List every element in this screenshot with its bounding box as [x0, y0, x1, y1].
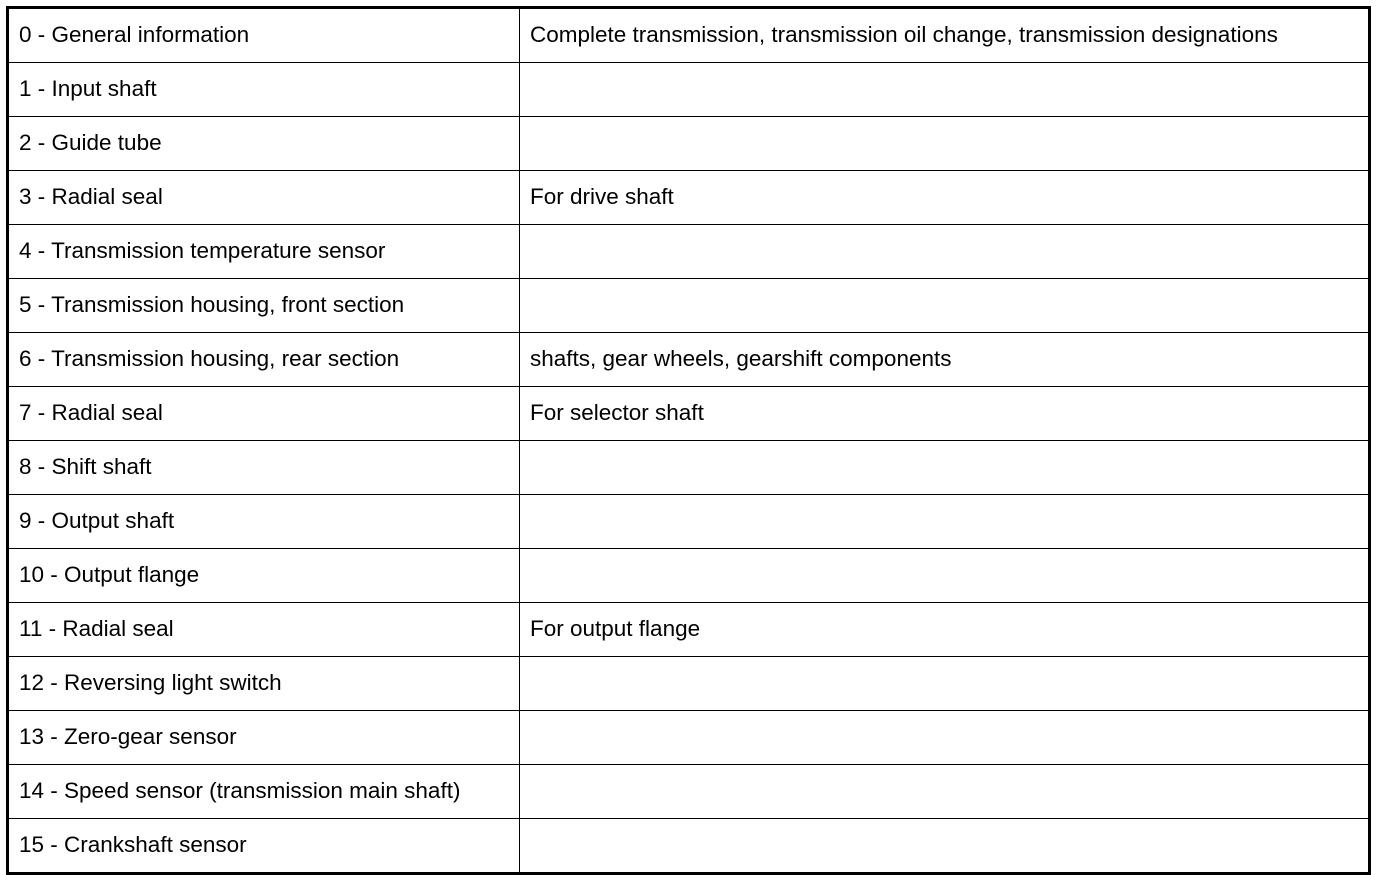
note-cell — [520, 549, 1370, 603]
note-cell — [520, 117, 1370, 171]
table-row — [8, 63, 1370, 117]
note-cell — [520, 657, 1370, 711]
parts-table — [6, 6, 1371, 875]
table-row — [8, 765, 1370, 819]
table-row — [8, 441, 1370, 495]
note-cell: For selector shaft — [520, 387, 1370, 441]
item-cell: 4 - Transmission temperature sensor — [8, 225, 520, 279]
note-cell: For output flange — [520, 603, 1370, 657]
table-row — [8, 333, 1370, 387]
note-cell — [520, 279, 1370, 333]
item-cell: 8 - Shift shaft — [8, 441, 520, 495]
table-row — [8, 549, 1370, 603]
note-cell — [520, 63, 1370, 117]
table-row — [8, 171, 1370, 225]
item-cell: 12 - Reversing light switch — [8, 657, 520, 711]
table-row — [8, 603, 1370, 657]
item-cell: 11 - Radial seal — [8, 603, 520, 657]
item-cell: 10 - Output flange — [8, 549, 520, 603]
table-row — [8, 711, 1370, 765]
note-cell — [520, 441, 1370, 495]
table-row — [8, 657, 1370, 711]
item-cell: 6 - Transmission housing, rear section — [8, 333, 520, 387]
table-row — [8, 387, 1370, 441]
table-row — [8, 8, 1370, 63]
note-cell — [520, 819, 1370, 874]
item-cell: 2 - Guide tube — [8, 117, 520, 171]
item-cell: 13 - Zero-gear sensor — [8, 711, 520, 765]
item-cell: 9 - Output shaft — [8, 495, 520, 549]
note-cell — [520, 225, 1370, 279]
parts-table-body — [8, 8, 1370, 874]
item-cell: 5 - Transmission housing, front section — [8, 279, 520, 333]
note-cell: For drive shaft — [520, 171, 1370, 225]
item-cell: 15 - Crankshaft sensor — [8, 819, 520, 874]
note-cell: shafts, gear wheels, gearshift components — [520, 333, 1370, 387]
table-row — [8, 819, 1370, 874]
table-row — [8, 279, 1370, 333]
note-cell — [520, 765, 1370, 819]
table-row — [8, 225, 1370, 279]
item-cell: 1 - Input shaft — [8, 63, 520, 117]
note-cell: Complete transmission, transmission oil change, transmission designations — [520, 8, 1370, 63]
item-cell: 3 - Radial seal — [8, 171, 520, 225]
table-row — [8, 117, 1370, 171]
note-cell — [520, 711, 1370, 765]
note-cell — [520, 495, 1370, 549]
item-cell: 7 - Radial seal — [8, 387, 520, 441]
table-row — [8, 495, 1370, 549]
item-cell: 14 - Speed sensor (transmission main shaft) — [8, 765, 520, 819]
item-cell: 0 - General information — [8, 8, 520, 63]
